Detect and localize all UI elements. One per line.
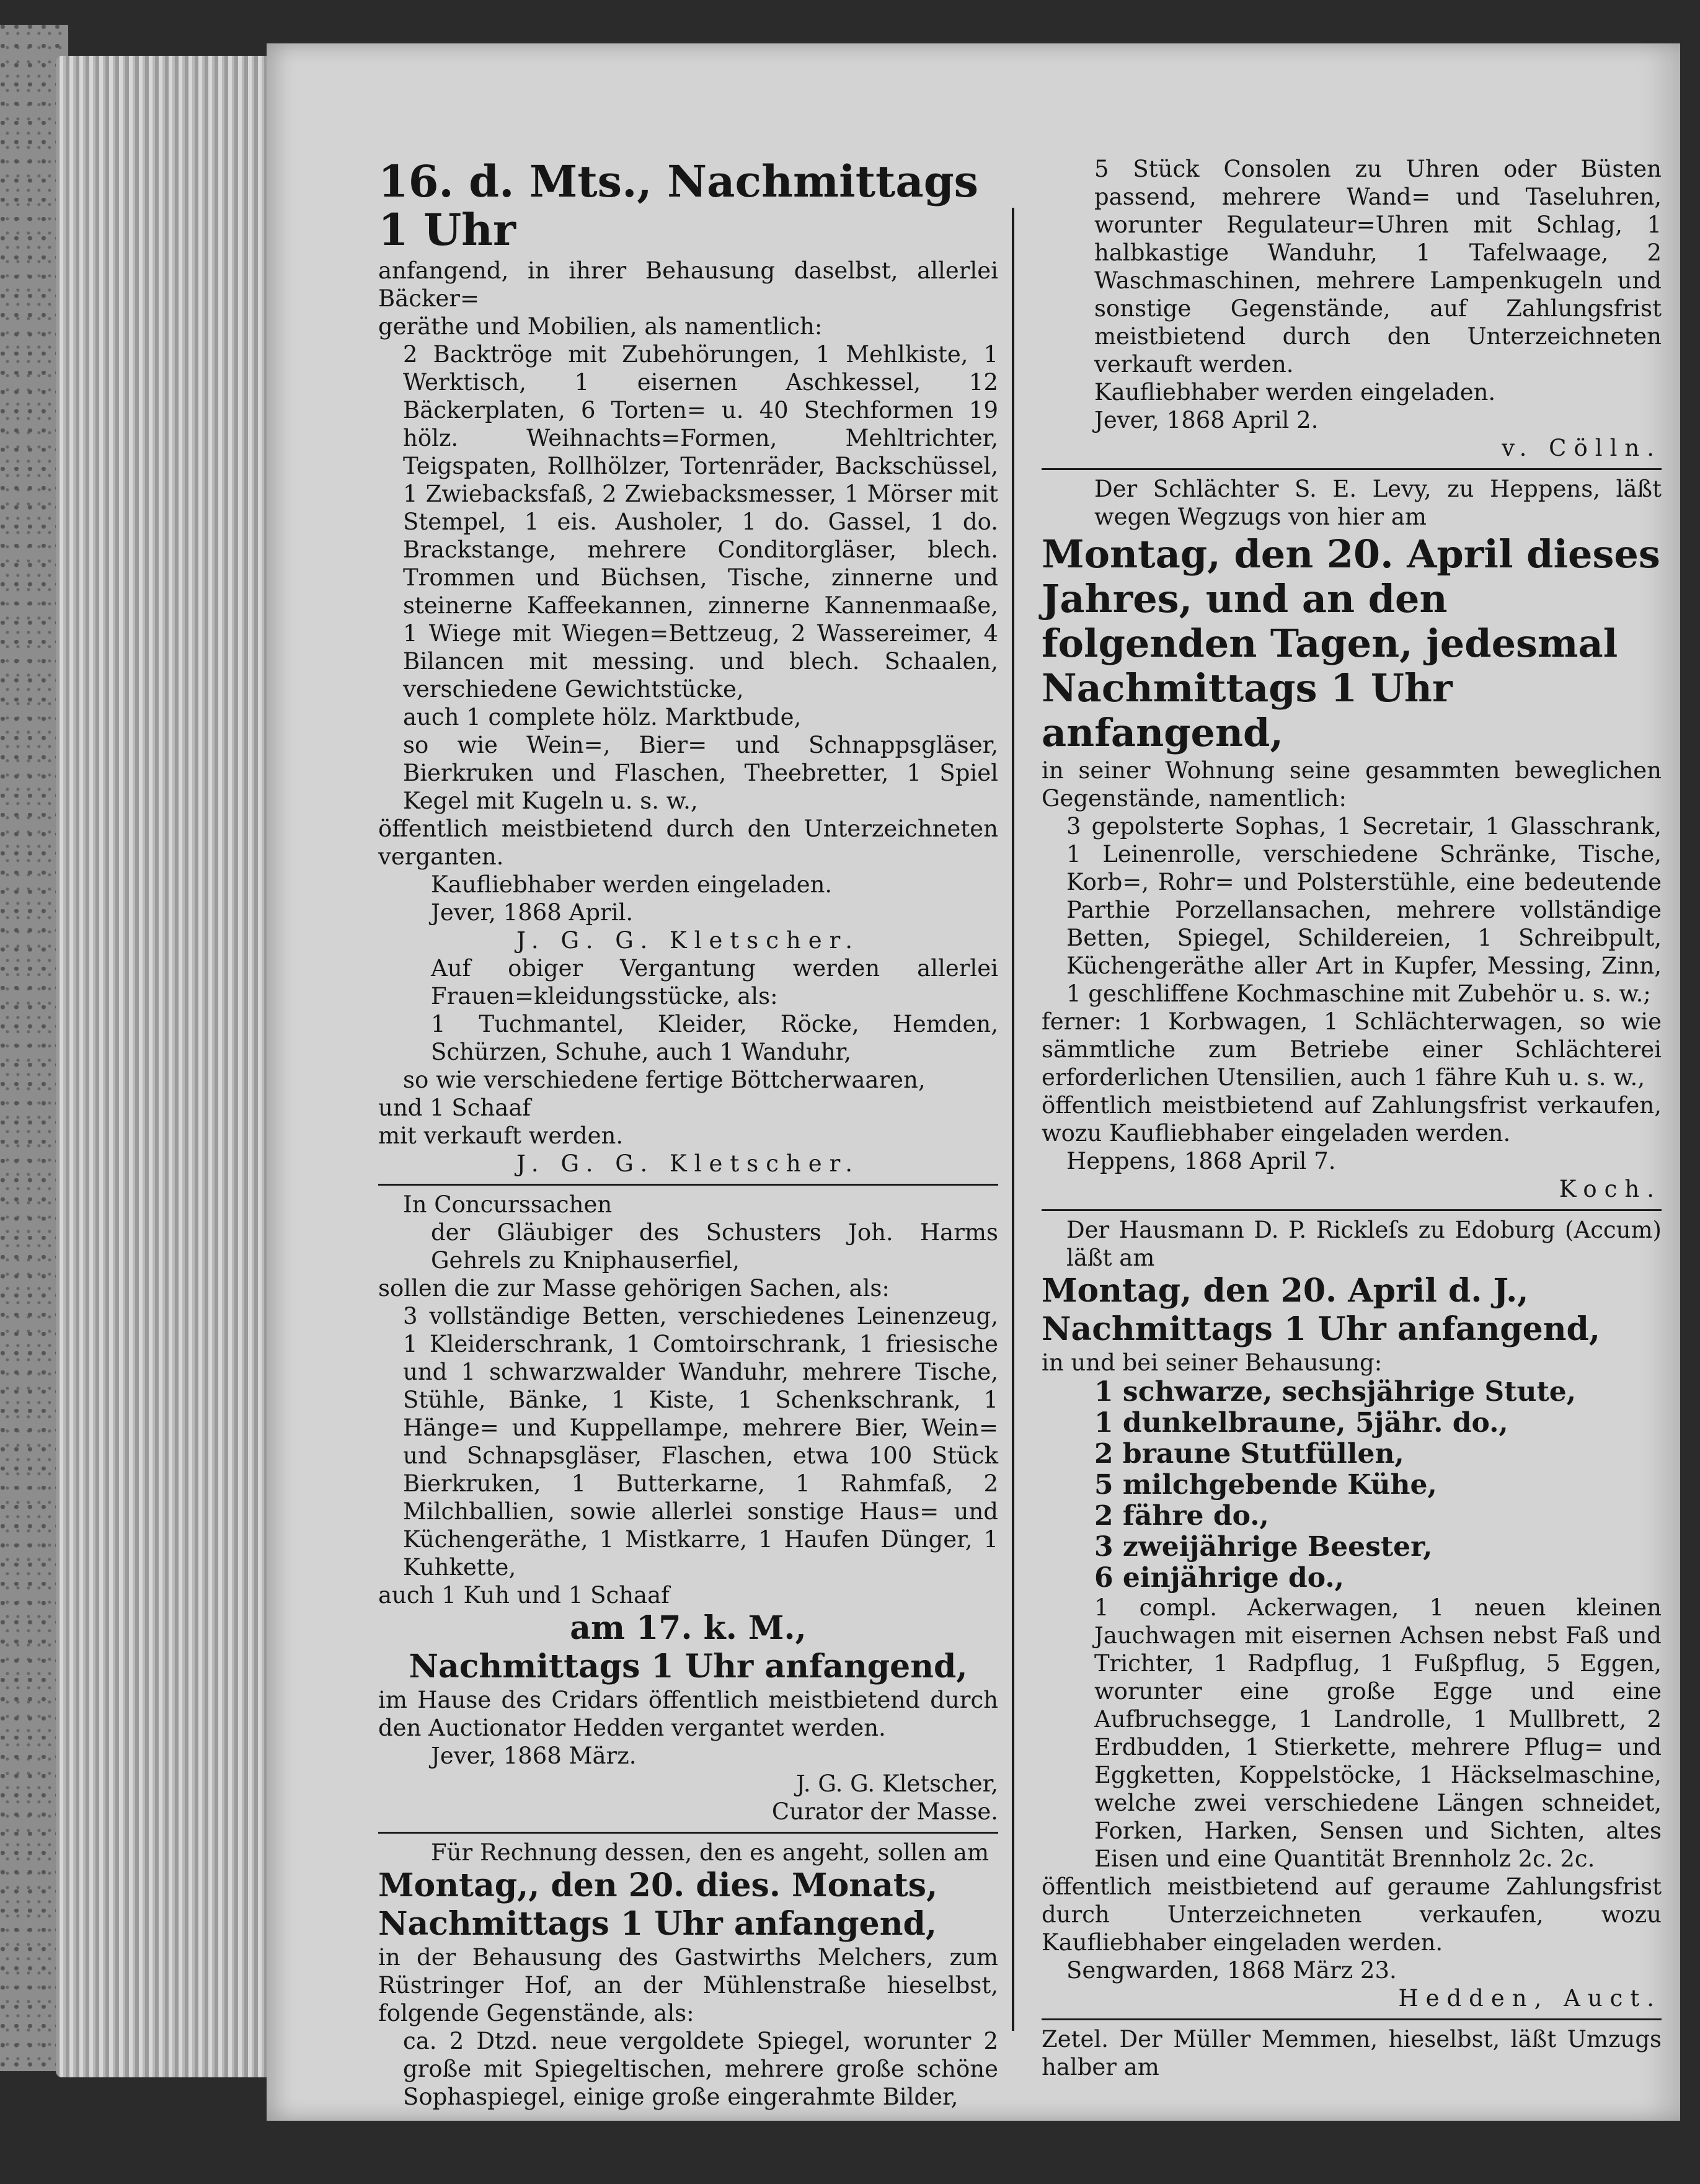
list-item: 3 zweijährige Beester,	[1094, 1531, 1433, 1563]
notice-3-line: Kaufliebhaber werden eingeladen.	[1094, 379, 1496, 406]
notice-1-line: 1 Tuchmantel, Kleider, Röcke, Hemden, Schürzen, Schuhe, auch 1 Wanduhr,	[431, 1011, 998, 1065]
list-item: 6 einjährige do.,	[1094, 1562, 1345, 1594]
notice-3-date: Montag,, den 20. dies. Monats,	[378, 1867, 938, 1904]
notice-2-time: Nachmittags 1 Uhr anfangend,	[409, 1648, 968, 1685]
list-item: 5 milchgebende Kühe,	[1094, 1469, 1437, 1501]
list-item: 2 fähre do.,	[1094, 1500, 1269, 1532]
notice-3-time: Nachmittags 1 Uhr anfangend,	[378, 1905, 937, 1943]
notice-1-heading: 16. d. Mts., Nachmittags 1 Uhr	[378, 156, 979, 255]
notice-4-items: 3 gepolsterte Sophas, 1 Secretair, 1 Glasschrank, 1 Leinenrolle, verschiedene Schränke, Tische, Korb=, Rohr= und Polsterstühle, eine bedeutende Parthie Porzellansachen, mehrere vollständige Betten, Spiegel, Schildereien, 1 Schreibpult, Küchengeräthe aller Art in Kupfer, Messing, Zinn, 1 geschliffene Kochmaschine mit Zubehör u. s. w.;	[1066, 813, 1662, 1007]
notice-4-signature: Koch.	[1559, 1176, 1662, 1202]
notice-4-line: Der Schlächter S. E. Levy, zu Heppens, läßt wegen Wegzugs von hier am	[1094, 476, 1662, 530]
notice-3-items-cont: 5 Stück Consolen zu Uhren oder Büsten passend, mehrere Wand= und Taseluhren, worunter Regulateur=Uhren mit Schlag, 1 halbkastige Wanduhr, 1 Tafelwaage, 2 Waschmaschinen, mehrere Lampenkugeln und sonstige Gegenstände, auf Zahlungsfrist meistbietend durch den Unterzeichneten verkauft werden.	[1094, 156, 1662, 378]
notice-separator	[1042, 2018, 1662, 2020]
notice-2-line: auch 1 Kuh und 1 Schaaf	[378, 1582, 670, 1609]
notice-4-line: in seiner Wohnung seine gesammten beweglichen Gegenstände, namentlich:	[1042, 757, 1662, 812]
notice-2-date: am 17. k. M.,	[570, 1609, 807, 1647]
notice-separator	[378, 1184, 998, 1186]
notice-4-place-date: Heppens, 1868 April 7.	[1066, 1148, 1336, 1174]
notice-5-line: Der Hausmann D. P. Rickleſs zu Edoburg (Accum) läßt am	[1066, 1217, 1662, 1271]
notice-4-date: Montag, den 20. April dieses Jahres, und an den folgenden Tagen, jedesmal Nachmittags 1 Uhr anfangend,	[1042, 531, 1660, 755]
notice-4-line: öffentlich meistbietend auf Zahlungsfrist verkaufen, wozu Kaufliebhaber eingeladen werden.	[1042, 1092, 1662, 1147]
notice-1-line: so wie Wein=, Bier= und Schnappsgläser, Bierkruken und Flaschen, Theebretter, 1 Spiel Kegel mit Kugeln u. s. w.,	[403, 732, 998, 814]
left-column	[378, 155, 998, 2111]
notice-1-place-date: Jever, 1868 April.	[431, 899, 634, 926]
notice-3-signature: v. Cölln.	[1502, 435, 1662, 461]
notice-5-line: in und bei seiner Behausung:	[1042, 1349, 1383, 1376]
list-item: 1 dunkelbraune, 5jähr. do.,	[1094, 1407, 1508, 1439]
notice-2-line: In Concurssachen	[403, 1191, 613, 1218]
notice-1-line: Kaufliebhaber werden eingeladen.	[431, 871, 833, 898]
notice-1-line: und 1 Schaaf	[378, 1094, 531, 1121]
list-item: 2 braune Stutfüllen,	[1094, 1438, 1404, 1470]
notice-5-place-date: Sengwarden, 1868 März 23.	[1066, 1957, 1397, 1984]
notice-6-line: Zetel. Der Müller Memmen, hieselbst, läßt Umzugs halber am	[1042, 2026, 1662, 2080]
notice-1-line: mit verkauft werden.	[378, 1122, 624, 1149]
notice-2-line: im Hause des Cridars öffentlich meistbietend durch den Auctionator Hedden vergantet werden.	[378, 1687, 998, 1741]
list-item: 1 schwarze, sechsjährige Stute,	[1094, 1376, 1577, 1408]
notice-1-line: auch 1 complete hölz. Marktbude,	[403, 704, 802, 730]
column-divider	[1012, 208, 1014, 2031]
notice-5-line: öffentlich meistbietend auf geraume Zahlungsfrist durch Unterzeichneten verkaufen, wozu Kaufliebhaber eingeladen werden.	[1042, 1873, 1662, 1956]
notice-separator	[1042, 468, 1662, 470]
notice-2-line: der Gläubiger des Schusters Joh. Harms Gehrels zu Kniphauserfiel,	[431, 1219, 998, 1274]
notice-1-line: öffentlich meistbietend durch den Unterzeichneten verganten.	[378, 815, 998, 870]
notice-2-signature-role: Curator der Masse.	[771, 1798, 998, 1825]
notice-5-date: Montag, den 20. April d. J., Nachmittags 1 Uhr anfangend,	[1042, 1272, 1600, 1348]
notice-2-line: sollen die zur Masse gehörigen Sachen, als:	[378, 1275, 890, 1302]
notice-5-items: 1 compl. Ackerwagen, 1 neuen kleinen Jauchwagen mit eisernen Achsen nebst Faß und Trichter, 1 Radpflug, 1 Fußpflug, 5 Eggen, worunter eine große Egge und eine Aufbruchsegge, 1 Landrolle, 1 Mullbrett, 2 Erdbudden, 1 Stierkette, mehrere Pflug= und Eggketten, Koppelstöcke, 1 Häckselmaschine, welche zwei verschiedene Längen schneidet, Forken, Harken, Sensen und Sichten, altes Eisen und eine Quantität Brennholz 2c. 2c.	[1094, 1594, 1662, 1872]
notice-2-place-date: Jever, 1868 März.	[431, 1742, 637, 1769]
notice-1-line: anfangend, in ihrer Behausung daselbst, allerlei Bäcker=	[378, 257, 998, 312]
notice-5-signature: Hedden, Auct.	[1398, 1985, 1662, 2012]
notice-1-signature: J. G. G. Kletscher.	[516, 927, 861, 954]
notice-separator	[378, 1832, 998, 1834]
notice-1-signature: J. G. G. Kletscher.	[516, 1150, 861, 1177]
notice-3-line: in der Behausung des Gastwirths Melchers, zum Rüstringer Hof, an der Mühlenstraße hieselbst, folgende Gegenstände, als:	[378, 1944, 998, 2026]
page-stack-edges	[56, 56, 279, 2077]
notice-3-place-date: Jever, 1868 April 2.	[1094, 407, 1319, 433]
right-column	[1042, 155, 1662, 2081]
notice-3-items: ca. 2 Dtzd. neue vergoldete Spiegel, worunter 2 große mit Spiegeltischen, mehrere große schöne Sophaspiegel, einige große eingerahmte Bilder,	[403, 2028, 998, 2110]
notice-4-line: ferner: 1 Korbwagen, 1 Schlächterwagen, so wie sämmtliche zum Betriebe einer Schlächterei erforderlichen Utensilien, auch 1 fähre Kuh u. s. w.,	[1042, 1008, 1662, 1091]
notice-separator	[1042, 1209, 1662, 1211]
notice-2-signature: J. G. G. Kletscher,	[795, 1770, 998, 1797]
notice-3-line: Für Rechnung dessen, den es angeht, sollen am	[431, 1839, 989, 1866]
notice-2-items: 3 vollständige Betten, verschiedenes Leinenzeug, 1 Kleiderschrank, 1 Comtoirschrank, 1 friesische und 1 schwarzwalder Wanduhr, mehrere Tische, Stühle, Bänke, 1 Kiste, 1 Schenkschrank, 1 Hänge= und Kuppellampe, mehrere Bier, Wein= und Schnapsgläser, Flaschen, etwa 100 Stück Bierkruken, 1 Butterkarne, 1 Rahmfaß, 2 Milchballien, sowie allerlei sonstige Haus= und Küchengeräthe, 1 Mistkarre, 1 Haufen Dünger, 1 Kuhkette,	[403, 1303, 998, 1581]
notice-5-animal-list	[1042, 1377, 1662, 1594]
notice-1-items: 2 Backtröge mit Zubehörungen, 1 Mehlkiste, 1 Werktisch, 1 eisernen Aschkessel, 12 Bäckerplaten, 6 Torten= u. 40 Stechformen 19 hölz. Weihnachts=Formen, Mehltrichter, Teigspaten, Rollhölzer, Tortenräder, Backschüssel, 1 Zwiebacksfaß, 2 Zwiebacksmesser, 1 Mörser mit Stempel, 1 eis. Ausholer, 1 do. Gassel, 1 do. Brackstange, mehrere Conditorgläser, blech. Trommen und Büchsen, Tische, zinnerne und steinerne Kaffeekannen, zinnerne Kannenmaaße, 1 Wiege mit Wiegen=Bettzeug, 2 Wassereimer, 4 Bilancen mit messing. und blech. Schaalen, verschiedene Gewichtstücke,	[403, 341, 998, 703]
notice-1-line: geräthe und Mobilien, als namentlich:	[378, 313, 823, 340]
notice-1-line: Auf obiger Vergantung werden allerlei Frauen=kleidungsstücke, als:	[431, 955, 998, 1010]
notice-1-line: so wie verschiedene fertige Böttcherwaaren,	[403, 1067, 926, 1093]
